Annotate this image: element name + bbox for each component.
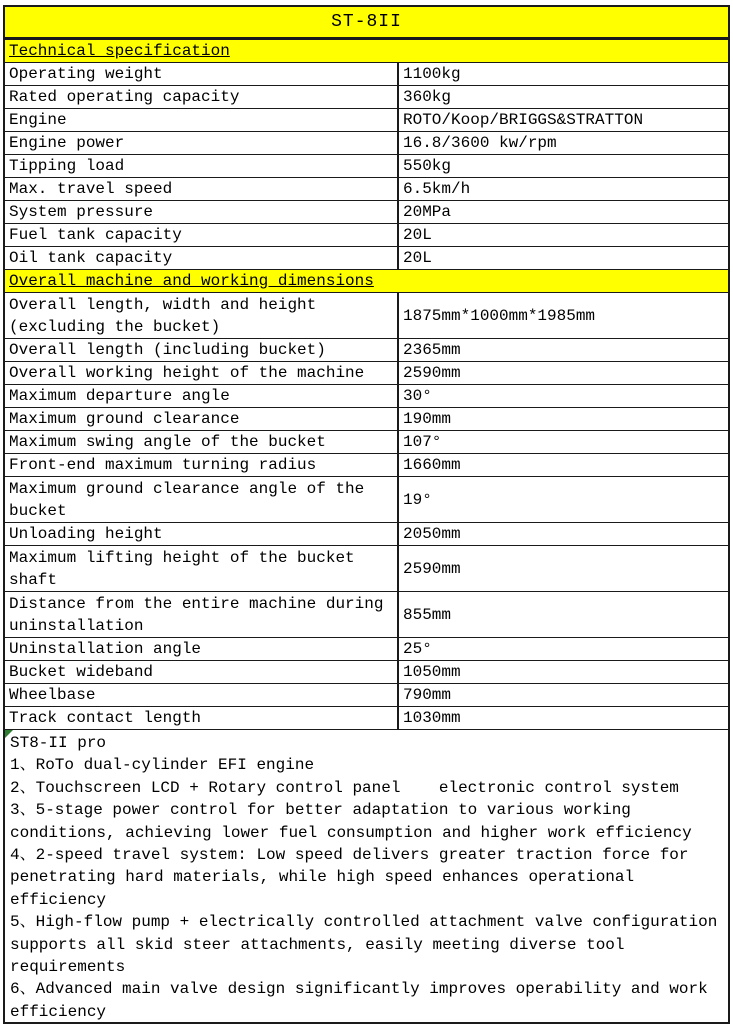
feature-item: 6、Advanced main valve design significantly improves operability and work efficiency <box>10 980 718 1021</box>
table-row <box>5 293 728 339</box>
spec-label: Operating weight <box>5 63 399 85</box>
spec-label: Maximum ground clearance <box>5 408 399 430</box>
spec-value: 1050mm <box>403 663 461 681</box>
spec-value: 2590mm <box>403 559 461 578</box>
spec-label: Overall working height of the machine <box>5 362 399 384</box>
feature-item: 1、RoTo dual-cylinder EFI engine <box>10 756 315 775</box>
table-row <box>5 546 728 592</box>
cell-corner-flag-icon <box>5 730 13 738</box>
spec-value: 6.5km/h <box>403 180 471 198</box>
table-row <box>5 408 728 431</box>
features-intro: ST8-II pro <box>10 734 107 752</box>
spec-value: 360kg <box>403 88 452 106</box>
spec-value: 790mm <box>403 686 452 704</box>
table-row <box>5 523 728 546</box>
spec-value: 20L <box>403 226 432 244</box>
spec-label: Track contact length <box>5 707 399 729</box>
table-row <box>5 431 728 454</box>
spec-value: 855mm <box>403 605 452 624</box>
spec-label: Uninstallation angle <box>5 638 399 660</box>
spec-label: Engine <box>5 109 399 131</box>
table-row <box>5 132 728 155</box>
spec-label: Oil tank capacity <box>5 247 399 269</box>
table-row <box>5 684 728 707</box>
spec-label: Maximum departure angle <box>5 385 399 407</box>
table-row <box>5 86 728 109</box>
spec-value: 190mm <box>403 410 452 428</box>
table-row <box>5 201 728 224</box>
feature-item: 2、Touchscreen LCD + Rotary control panel electronic control system <box>10 778 679 797</box>
spec-label: Tipping load <box>5 155 399 177</box>
table-row <box>5 63 728 86</box>
spec-label: System pressure <box>5 201 399 223</box>
spec-value: 550kg <box>403 157 452 175</box>
spec-label: Maximum lifting height of the bucket shaft <box>5 546 399 591</box>
spec-value: 20L <box>403 249 432 267</box>
spec-label: Front-end maximum turning radius <box>5 454 399 476</box>
spec-label: Overall length (including bucket) <box>5 339 399 361</box>
spec-value: 20MPa <box>403 203 452 221</box>
spec-value: 2365mm <box>403 341 461 359</box>
table-row <box>5 477 728 523</box>
spec-label: Fuel tank capacity <box>5 224 399 246</box>
table-row <box>5 224 728 247</box>
spec-value: 19° <box>403 490 432 509</box>
spec-label: Rated operating capacity <box>5 86 399 108</box>
spec-value: 1100kg <box>403 65 461 83</box>
model-title: ST-8II <box>331 12 402 32</box>
feature-item: 3、5-stage power control for better adaptation to various working conditions, achieving lower fuel consumption and higher work efficiency <box>10 801 692 842</box>
spec-label: Overall length, width and height (excluding the bucket) <box>5 293 399 338</box>
spec-value: 30° <box>403 387 432 405</box>
table-row <box>5 707 728 730</box>
table-row <box>5 247 728 270</box>
spec-label: Max. travel speed <box>5 178 399 200</box>
section-header-label: Overall machine and working dimensions <box>9 272 374 290</box>
table-row <box>5 638 728 661</box>
spec-label: Bucket wideband <box>5 661 399 683</box>
table-row <box>5 109 728 132</box>
spec-value: 1660mm <box>403 456 461 474</box>
spec-value: ROTO/Koop/BRIGGS&STRATTON <box>403 111 644 129</box>
spec-sheet <box>3 5 730 1024</box>
spec-label: Unloading height <box>5 523 399 545</box>
section-header-technical-specification <box>5 40 728 63</box>
spec-value: 1030mm <box>403 709 461 727</box>
section-header-overall-dimensions <box>5 270 728 293</box>
spec-label: Maximum ground clearance angle of the bucket <box>5 477 399 522</box>
spec-label: Distance from the entire machine during uninstallation <box>5 592 399 637</box>
table-row <box>5 661 728 684</box>
spec-label: Wheelbase <box>5 684 399 706</box>
spec-value: 2050mm <box>403 525 461 543</box>
features-block <box>5 730 728 1022</box>
table-row <box>5 385 728 408</box>
table-row <box>5 362 728 385</box>
spec-value: 16.8/3600 kw/rpm <box>403 134 557 152</box>
table-row <box>5 178 728 201</box>
feature-item: 5、High-flow pump + electrically controlled attachment valve configuration supports all skid steer attachments, easily meeting diverse tool requirements <box>10 913 727 977</box>
table-row <box>5 339 728 362</box>
table-row <box>5 454 728 477</box>
table-row <box>5 155 728 178</box>
spec-value: 1875mm*1000mm*1985mm <box>403 306 596 325</box>
sheet-title-row <box>5 7 728 40</box>
table-row <box>5 592 728 638</box>
section-header-label: Technical specification <box>9 42 230 60</box>
feature-item: 4、2-speed travel system: Low speed delivers greater traction force for penetrating hard materials, while high speed enhances operational efficiency <box>10 846 699 909</box>
spec-value: 2590mm <box>403 364 461 382</box>
spec-label: Engine power <box>5 132 399 154</box>
spec-label: Maximum swing angle of the bucket <box>5 431 399 453</box>
spec-value: 107° <box>403 433 442 451</box>
spec-value: 25° <box>403 640 432 658</box>
